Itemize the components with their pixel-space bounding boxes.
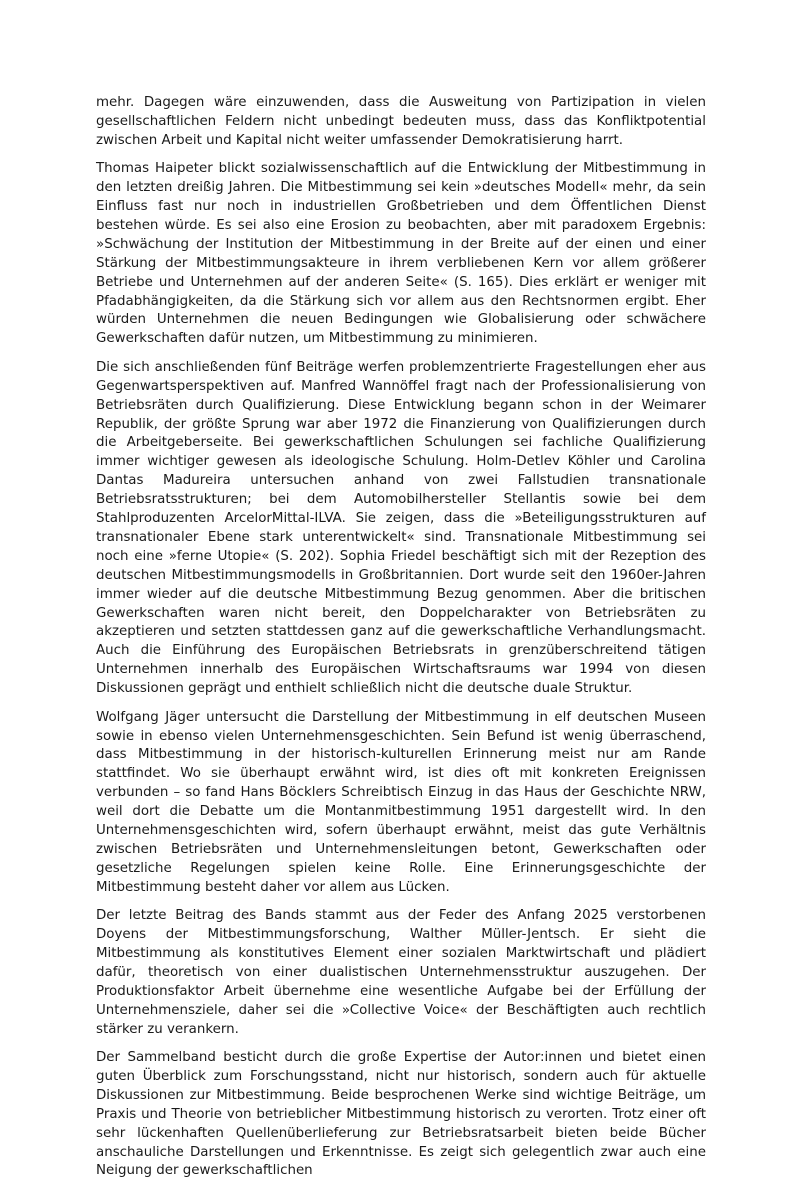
paragraph-5: Der letzte Beitrag des Bands stammt aus der Feder des Anfang 2025 verstorbenen Doyens der Mitbestimmungsforschung, Walther Müller-Jentsch. Er sieht die Mitbestimmung als konstitutives Element einer sozialen Marktwirtschaft und plädiert dafür, theoretisch von einer dualistischen Unternehmensstruktur auszugehen. Der Produktionsfaktor Arbeit übernehme eine wesentliche Aufgabe bei der Erfüllung der Unternehmensziele, daher sei die »Collective Voice« der Beschäftigten auch rechtlich stärker zu verankern. (96, 908, 706, 1037)
paragraph-3: Die sich anschließenden fünf Beiträge werfen problemzentrierte Fragestellungen eher aus Gegenwartsperspektiven auf. Manfred Wannöffel fragt nach der Professionalisierung von Betriebsräten durch Qualifizierung. Diese Entwicklung begann schon in der Weimarer Republik, der größte Sprung war aber 1972 die Finanzierung von Qualifizierungen durch die Arbeitgeberseite. Bei gewerkschaftlichen Schulungen sei fachliche Qualifizierung immer wichtiger gewesen als ideologische Schulung. Holm-Detlev Köhler und Carolina Dantas Madureira untersuchen anhand von zwei Fallstudien transnationale Betriebsratsstrukturen; bei dem Automobilhersteller Stellantis sowie bei dem Stahlproduzenten ArcelorMittal-ILVA. Sie zeigen, dass die »Beteiligungsstrukturen auf transnationaler Ebene stark unterentwickelt« sind. Transnationale Mitbestimmung sei noch eine »ferne Utopie« (S. 202). Sophia Friedel beschäftigt sich mit der Rezeption des deutschen Mitbestimmungsmodells in Großbritannien. Dort wurde seit den 1960er-Jahren immer wieder auf die deutsche Mitbestimmung Bezug genommen. Aber die britischen Gewerkschaften waren nicht bereit, den Doppelcharakter von Betriebsräten zu akzeptieren und setzten stattdessen ganz auf die gewerkschaftliche Verhandlungsmacht. Auch die Einführung des Europäischen Betriebsrats in grenzüberschreitend tätigen Unternehmen innerhalb des Europäischen Wirtschaftsraums war 1994 von diesen Diskussionen geprägt und enthielt schließlich nicht die deutsche duale Struktur. (96, 359, 706, 697)
paragraph-4: Wolfgang Jäger untersucht die Darstellung der Mitbestimmung in elf deutschen Museen sowie in ebenso vielen Unternehmensgeschichten. Sein Befund ist wenig überraschend, dass Mitbestimmung in der historisch-kulturellen Erinnerung meist nur am Rande stattfindet. Wo sie überhaupt erwähnt wird, ist dies oft mit konkreten Ereignissen verbunden – so fand Hans Böcklers Schreibtisch Einzug in das Haus der Geschichte NRW, weil dort die Debatte um die Montanmitbestimmung 1951 dargestellt wird. In den Unternehmensgeschichten wird, sofern überhaupt erwähnt, meist das gute Verhältnis zwischen Betriebsräten und Unternehmensleitungen betont, Gewerkschaften oder gesetzliche Regelungen spielen keine Rolle. Eine Erinnerungsgeschichte der Mitbestimmung besteht daher vor allem aus Lücken. (96, 709, 706, 895)
document-body (96, 94, 706, 1191)
paragraph-1: mehr. Dagegen wäre einzuwenden, dass die Ausweitung von Partizipation in vielen gesellschaftlichen Feldern nicht unbedingt bedeuten muss, dass das Konfliktpotential zwischen Arbeit und Kapital nicht weiter umfassender Demokratisierung harrt. (96, 95, 706, 148)
paragraph-6: Der Sammelband besticht durch die große Expertise der Autor:innen und bietet einen guten Überblick zum Forschungsstand, nicht nur historisch, sondern auch für aktuelle Diskussionen zur Mitbestimmung. Beide besprochenen Werke sind wichtige Beiträge, um Praxis und Theorie von betrieblicher Mitbestimmung historisch zu verorten. Trotz einer oft sehr lückenhaften Quellenüberlieferung zur Betriebsratsarbeit bieten beide Bücher anschauliche Darstellungen und Erkenntnisse. Es zeigt sich gelegentlich zwar auch eine Neigung der gewerkschaftlichen (96, 1050, 706, 1179)
paragraph-2: Thomas Haipeter blickt sozialwissenschaftlich auf die Entwicklung der Mitbestimmung in den letzten dreißig Jahren. Die Mitbestimmung sei kein »deutsches Modell« mehr, da sein Einfluss fast nur noch in industriellen Großbetrieben und dem Öffentlichen Dienst bestehen würde. Es sei also eine Erosion zu beobachten, aber mit paradoxem Ergebnis: »Schwächung der Institution der Mitbestimmung in der Breite auf der einen und einer Stärkung der Mitbestimmungsakteure in ihrem verbliebenen Kern vor allem größerer Betriebe und Unternehmen auf der anderen Seite« (S. 165). Dies erklärt er weniger mit Pfadabhängigkeiten, da die Stärkung sich vor allem aus den Rechtsnormen ergibt. Eher würden Unternehmen die neuen Bedingungen wie Globalisierung oder schwächere Gewerkschaften dafür nutzen, um Mitbestimmung zu minimieren. (96, 161, 706, 347)
